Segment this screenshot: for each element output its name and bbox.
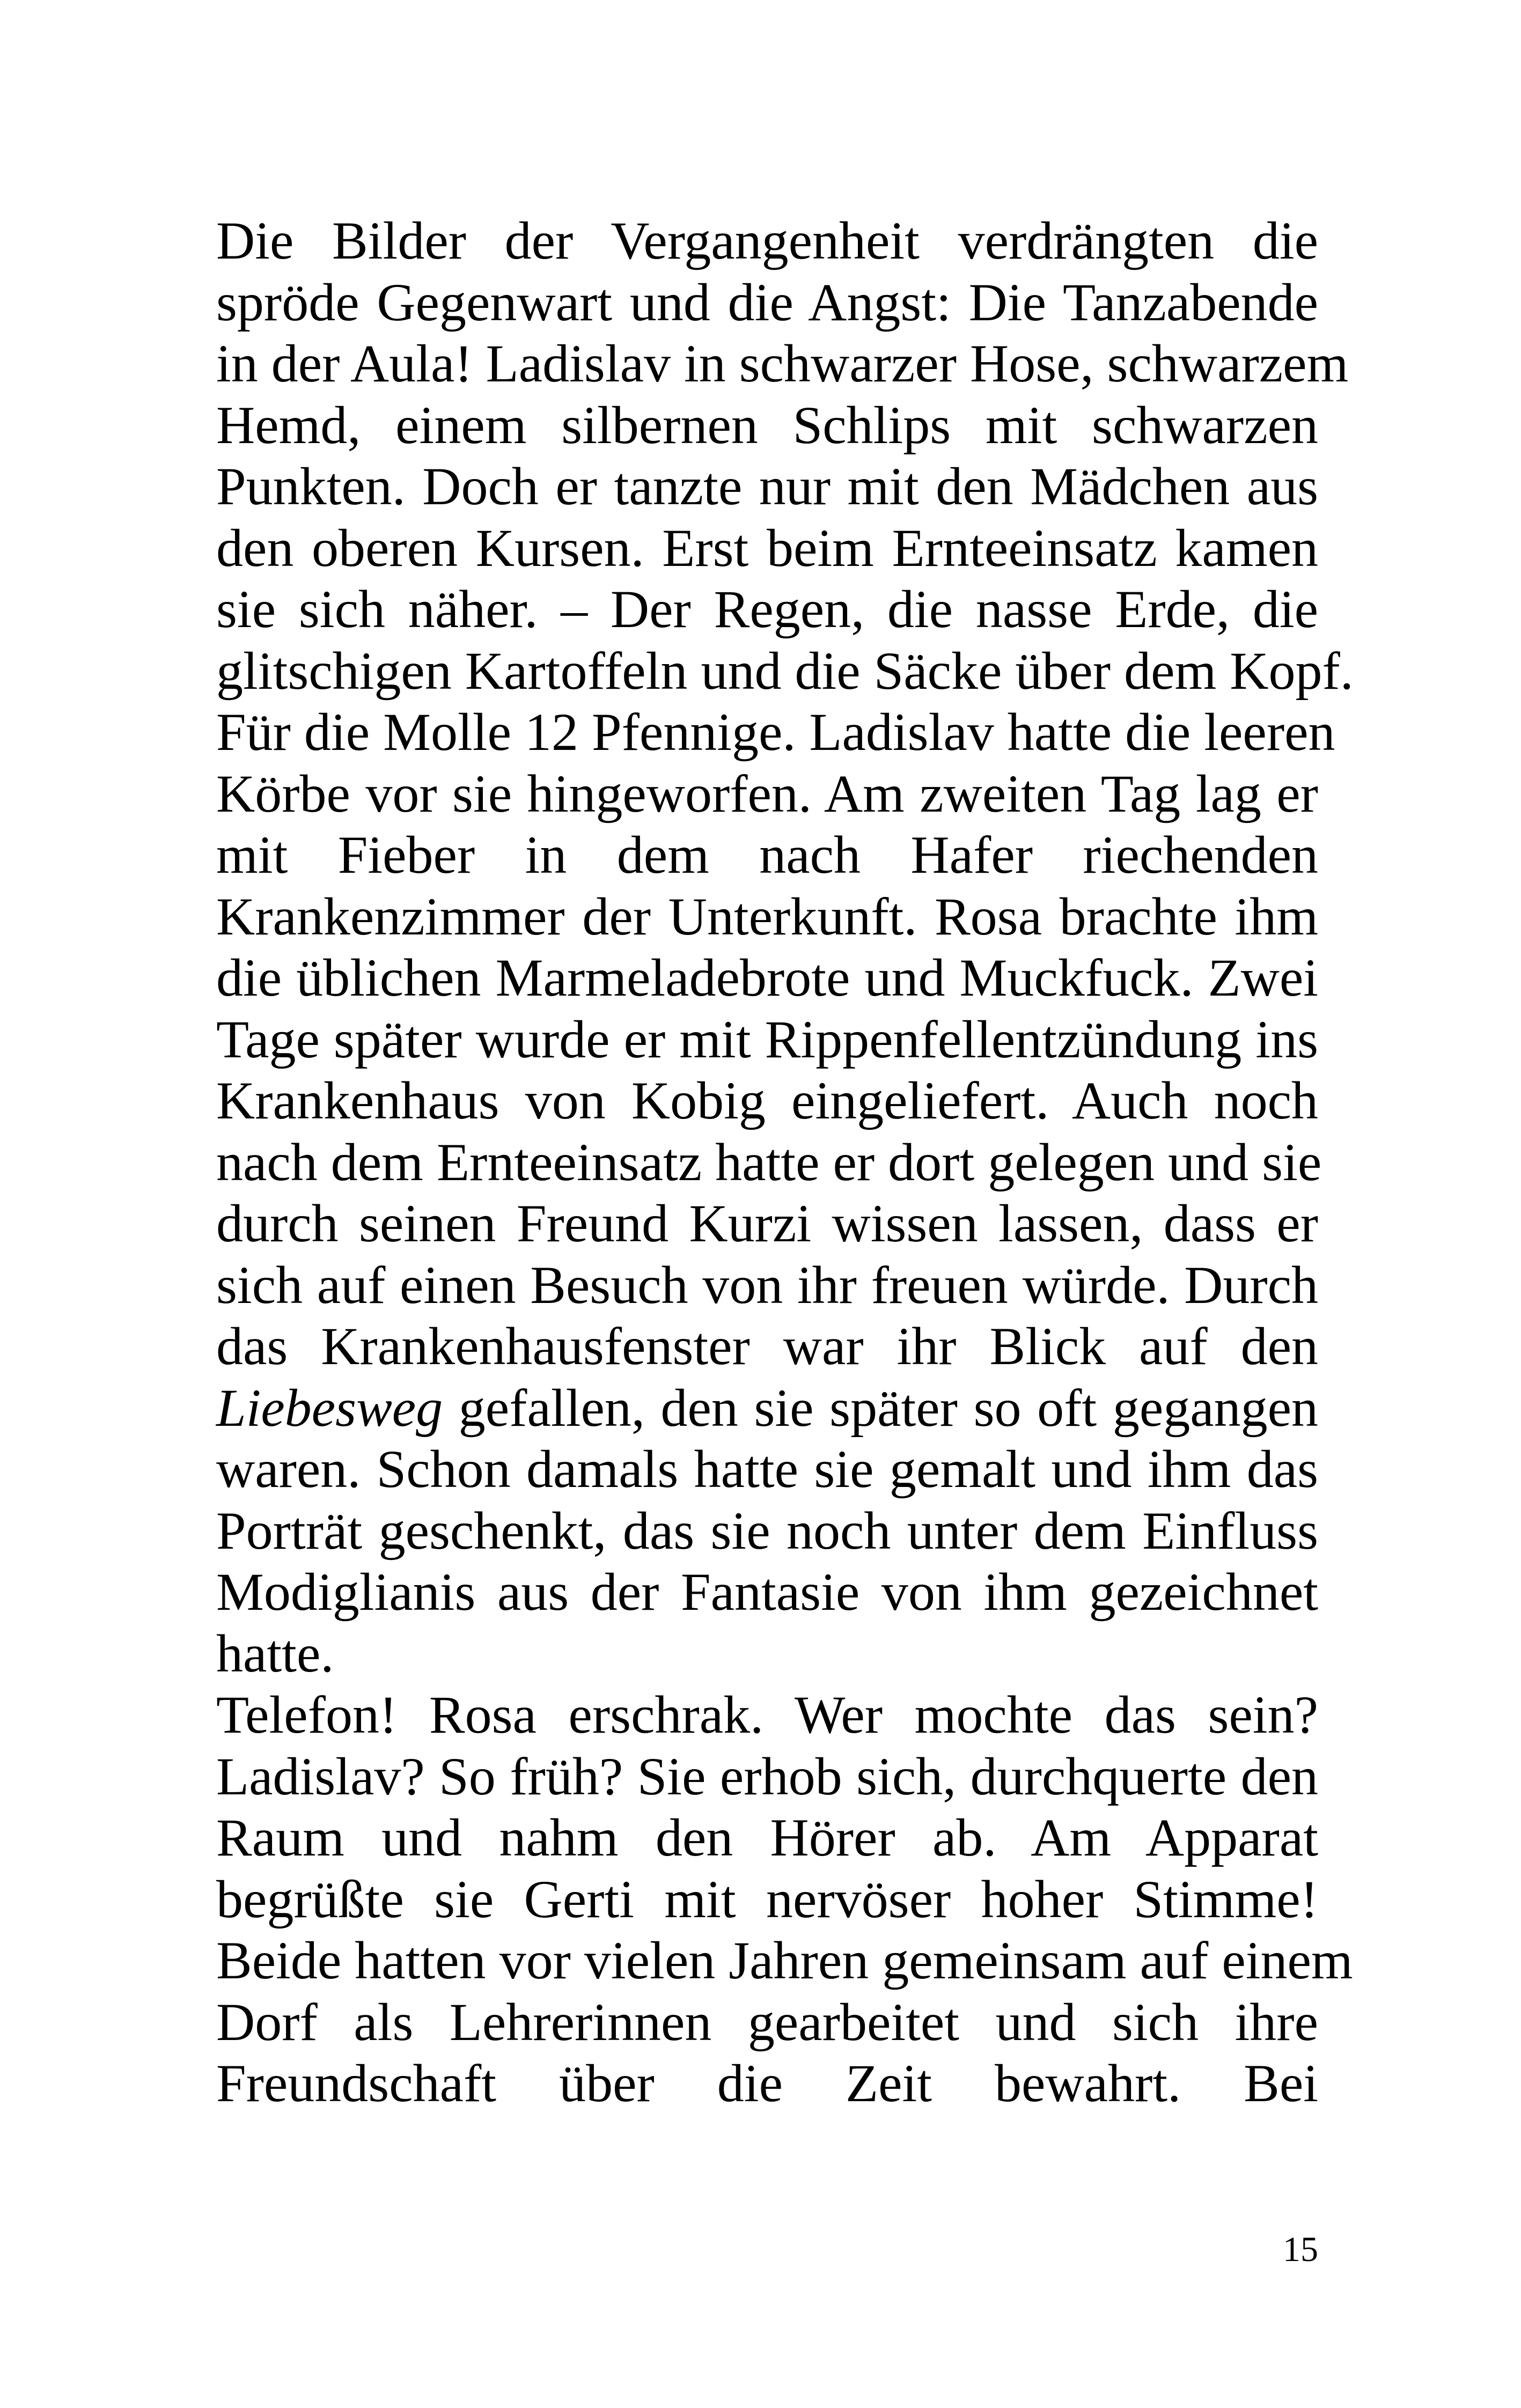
- text-line: die üblichen Marmeladebrote und Muckfuck. Zwei: [216, 948, 1318, 1007]
- text-line: den oberen Kursen. Erst beim Ernteeinsatz kamen: [216, 518, 1318, 578]
- text-line: sich auf einen Besuch von ihr freuen würde. Durch: [216, 1255, 1318, 1315]
- paragraph: [216, 1684, 1353, 2115]
- italic-term: Liebesweg: [216, 1378, 443, 1438]
- text-line: begrüßte sie Gerti mit nervöser hoher Stimme!: [216, 1869, 1318, 1929]
- text-line: Dorf als Lehrerinnen gearbeitet und sich ihre: [216, 1992, 1318, 2052]
- text-line: spröde Gegenwart und die Angst: Die Tanzabende: [216, 272, 1318, 332]
- line-remainder: gefallen, den sie später so oft gegangen: [443, 1378, 1318, 1438]
- text-line: das Krankenhausfenster war ihr Blick auf den: [216, 1316, 1318, 1376]
- text-line: Ladislav? So früh? Sie erhob sich, durchquerte den: [216, 1746, 1318, 1806]
- paragraph: [216, 210, 1354, 1684]
- body-text: [216, 210, 1354, 2115]
- text-line: [216, 1378, 1318, 1439]
- text-line: Krankenzimmer der Unterkunft. Rosa brachte ihm: [216, 886, 1318, 946]
- text-line: hatte.: [216, 1623, 334, 1683]
- text-line: Punkten. Doch er tanzte nur mit den Mädchen aus: [216, 456, 1318, 516]
- text-line: Krankenhaus von Kobig eingeliefert. Auch noch: [216, 1071, 1318, 1130]
- text-line: Modiglianis aus der Fantasie von ihm gezeichnet: [216, 1562, 1318, 1622]
- text-line: in der Aula! Ladislav in schwarzer Hose, schwarzem: [216, 334, 1349, 393]
- text-line: mit Fieber in dem nach Hafer riechenden: [216, 825, 1318, 885]
- text-line: Hemd, einem silbernen Schlips mit schwarzen: [216, 395, 1318, 455]
- text-line: waren. Schon damals hatte sie gemalt und ihm das: [216, 1439, 1318, 1499]
- page-number: 15: [1283, 2230, 1318, 2269]
- text-line: Telefon! Rosa erschrak. Wer mochte das sein?: [216, 1685, 1318, 1744]
- text-line: Porträt geschenkt, das sie noch unter dem Einfluss: [216, 1500, 1318, 1560]
- text-line: Die Bilder der Vergangenheit verdrängten die: [216, 211, 1318, 270]
- text-line: Für die Molle 12 Pfennige. Ladislav hatte die leeren: [216, 702, 1335, 762]
- text-line: durch seinen Freund Kurzi wissen lassen, dass er: [216, 1194, 1318, 1253]
- text-line: Körbe vor sie hingeworfen. Am zweiten Tag lag er: [216, 763, 1318, 823]
- text-line: Tage später wurde er mit Rippenfellentzündung ins: [216, 1009, 1318, 1069]
- text-line: Raum und nahm den Hörer ab. Am Apparat: [216, 1808, 1318, 1867]
- text-line: glitschigen Kartoffeln und die Säcke über dem Kopf.: [216, 640, 1354, 701]
- text-line: nach dem Ernteeinsatz hatte er dort gelegen und sie: [216, 1132, 1322, 1192]
- text-line: Freundschaft über die Zeit bewahrt. Bei: [216, 2053, 1318, 2113]
- text-line: Beide hatten vor vielen Jahren gemeinsam auf einem: [216, 1931, 1353, 1990]
- text-line: sie sich näher. – Der Regen, die nasse Erde, die: [216, 579, 1318, 639]
